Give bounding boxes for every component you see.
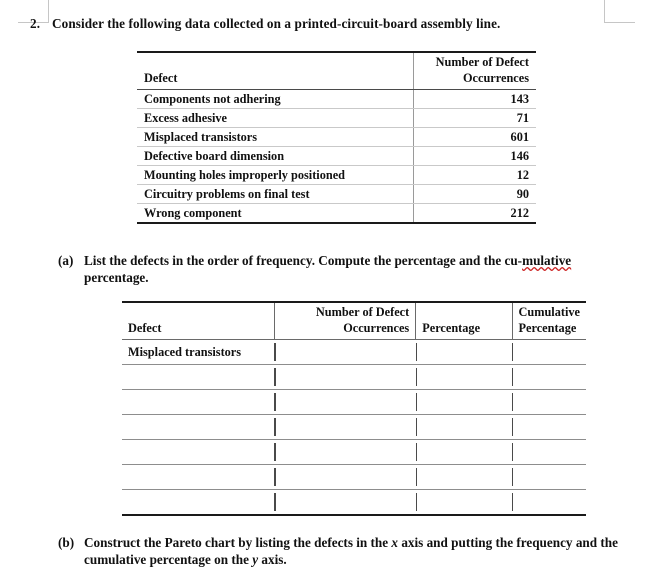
cell-percentage[interactable] [416,415,512,440]
cell-occurrences[interactable] [274,465,415,490]
cell-cumulative-percentage[interactable] [512,365,586,390]
table-row [137,147,536,166]
cell-percentage[interactable] [416,340,512,365]
part-a-label: (a) [58,253,74,268]
part-b-label: (b) [58,535,75,550]
cell-occurrences[interactable] [274,340,415,365]
cell-defect[interactable] [122,365,274,390]
part-b-text-segment-1: Construct the Pareto chart by listing the defects in the [84,535,392,550]
x-axis-variable: x [391,535,399,550]
cell-defect: Components not adhering [137,90,414,109]
table-header-row [122,302,586,340]
y-axis-variable: y [252,552,259,568]
table-row [137,128,536,147]
column-header-percentage: Percentage [416,302,512,340]
part-b-text-segment-2: axis and putting the frequency and the cumulative percentage on the [84,535,618,568]
cell-occurrences[interactable] [274,365,415,390]
column-header-cumulative-percentage [512,302,586,340]
table-row [122,490,586,516]
misspelled-word: mulative [522,253,572,268]
column-header-occurrences-line2: Occurrences [462,71,529,86]
pareto-worksheet-table [122,301,586,516]
cell-cumulative-percentage[interactable] [512,415,586,440]
cell-occurrences[interactable] [274,440,415,465]
cell-percentage[interactable] [416,390,512,415]
defect-table-body [137,90,536,224]
cell-occurrences: 146 [414,147,537,166]
cell-defect[interactable] [122,415,274,440]
cell-occurrences: 12 [414,166,537,185]
table-row [137,166,536,185]
column-header-defect: Defect [122,302,274,340]
column-header-cumulative-line1: Cumulative [518,305,580,319]
table-row [137,185,536,204]
cell-cumulative-percentage[interactable] [512,465,586,490]
cell-occurrences: 71 [414,109,537,128]
part-b-text [84,534,638,568]
cell-defect[interactable] [122,390,274,415]
table-row [137,109,536,128]
cell-cumulative-percentage[interactable] [512,340,586,365]
table-header-row [137,52,536,90]
cell-cumulative-percentage[interactable] [512,390,586,415]
part-b-text-segment-3: axis. [258,552,287,568]
column-header-occurrences-line1: Number of Defect [315,305,410,319]
column-header-occurrences-line2: Occurrences [343,321,410,336]
cell-occurrences: 601 [414,128,537,147]
part-a-text [84,252,638,286]
cell-percentage[interactable] [416,490,512,516]
table-row [122,440,586,465]
cell-occurrences: 143 [414,90,537,109]
cell-occurrences[interactable] [274,390,415,415]
cell-defect: Excess adhesive [137,109,414,128]
table-row [137,204,536,224]
cell-defect: Mounting holes improperly positioned [137,166,414,185]
table-row [122,465,586,490]
cell-occurrences[interactable] [274,490,415,516]
column-header-cumulative-line2: Percentage [518,321,577,336]
table-row [122,365,586,390]
table-row [122,390,586,415]
cell-cumulative-percentage[interactable] [512,490,586,516]
column-header-occurrences [274,302,415,340]
problem-statement [30,16,630,33]
cell-defect[interactable] [122,440,274,465]
cell-defect: Defective board dimension [137,147,414,166]
cell-cumulative-percentage[interactable] [512,440,586,465]
cell-defect: Circuitry problems on final test [137,185,414,204]
worksheet-table-body [122,340,586,516]
part-b [58,534,638,568]
column-header-defect: Defect [137,52,414,90]
cell-defect: Misplaced transistors [137,128,414,147]
column-header-occurrences [414,52,537,90]
cell-defect[interactable] [122,465,274,490]
cell-defect[interactable] [122,490,274,516]
cell-percentage[interactable] [416,365,512,390]
problem-text: Consider the following data collected on a printed-circuit-board assembly line. [52,16,501,31]
cell-percentage[interactable] [416,465,512,490]
cell-defect[interactable]: Misplaced transistors [122,340,274,365]
cell-occurrences: 212 [414,204,537,224]
cell-occurrences[interactable] [274,415,415,440]
part-a [58,252,638,286]
table-row [122,415,586,440]
cell-occurrences: 90 [414,185,537,204]
table-row [137,90,536,109]
defect-data-table [137,51,536,224]
problem-number: 2. [30,16,41,31]
part-a-text-segment-1: List the defects in the order of frequency. Compute the percentage and the cu- [84,253,523,268]
cell-defect: Wrong component [137,204,414,224]
part-a-text-segment-2: percentage. [84,270,149,286]
column-header-occurrences-line1: Number of Defect [435,55,529,69]
cell-percentage[interactable] [416,440,512,465]
table-row [122,340,586,365]
